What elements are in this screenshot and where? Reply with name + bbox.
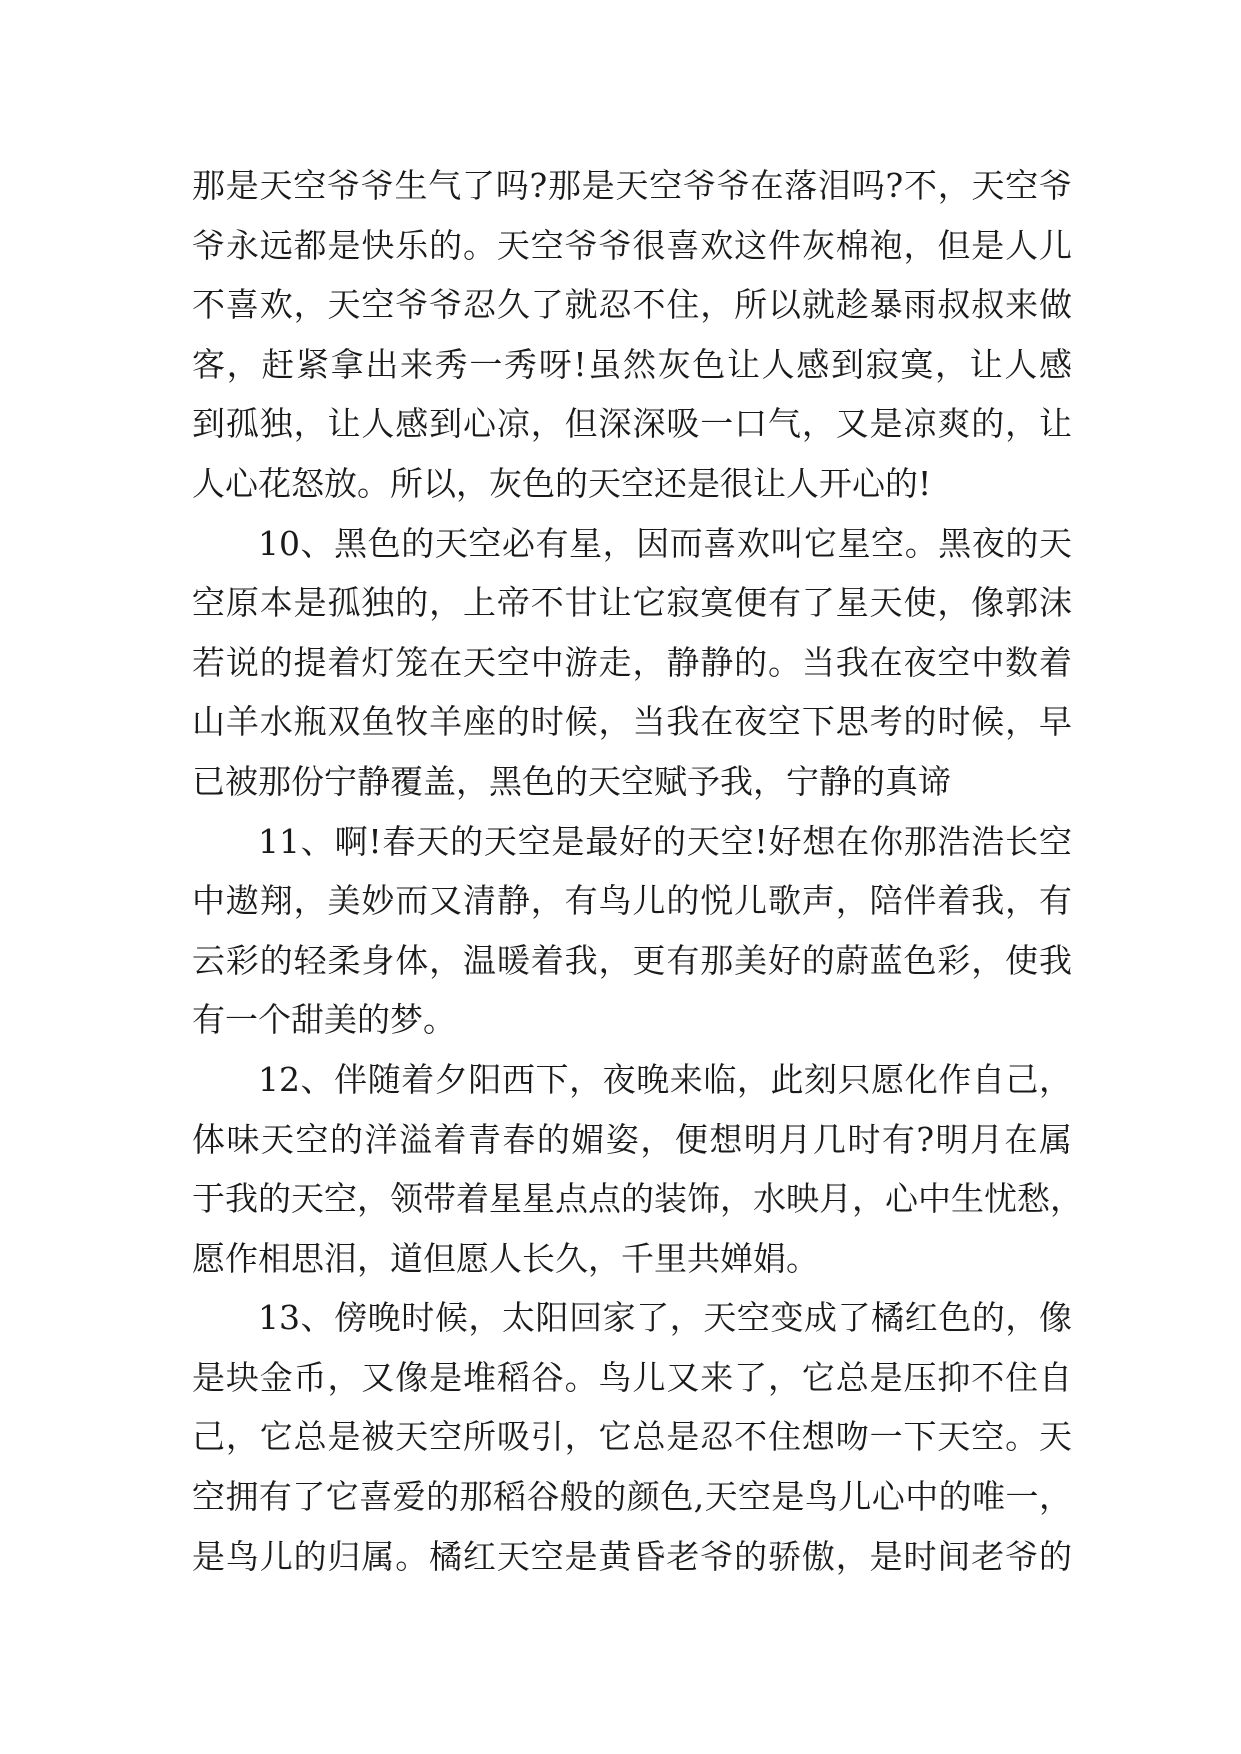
text-line: 爷永远都是快乐的。天空爷爷很喜欢这件灰棉袍，但是人儿 — [192, 225, 1072, 265]
text-line: 是鸟儿的归属。橘红天空是黄昏老爷的骄傲，是时间老爷的 — [192, 1536, 1072, 1576]
paragraph-10-first-line: 10、黑色的天空必有星，因而喜欢叫它星空。黑夜的天 — [258, 523, 1072, 563]
paragraph-11-first-line: 11、啊!春天的天空是最好的天空!好想在你那浩浩长空 — [258, 821, 1072, 861]
text-line: 体味天空的洋溢着青春的媚姿，便想明月几时有?明月在属 — [192, 1119, 1072, 1159]
text-line: 空原本是孤独的，上帝不甘让它寂寞便有了星天使，像郭沫 — [192, 583, 1072, 623]
text-line: 有一个甜美的梦。 — [192, 1000, 456, 1040]
text-line: 若说的提着灯笼在天空中游走，静静的。当我在夜空中数着 — [192, 642, 1072, 682]
text-line: 客，赶紧拿出来秀一秀呀!虽然灰色让人感到寂寞，让人感 — [192, 344, 1072, 384]
text-line: 云彩的轻柔身体，温暖着我，更有那美好的蔚蓝色彩，使我 — [192, 940, 1072, 980]
text-line: 不喜欢，天空爷爷忍久了就忍不住，所以就趁暴雨叔叔来做 — [192, 285, 1072, 325]
text-line: 山羊水瓶双鱼牧羊座的时候，当我在夜空下思考的时候，早 — [192, 702, 1072, 742]
body-text — [192, 156, 1083, 1586]
text-line: 人心花怒放。所以，灰色的天空还是很让人开心的! — [192, 463, 932, 503]
text-line: 中遨翔，美妙而又清静，有鸟儿的悦儿歌声，陪伴着我，有 — [192, 881, 1072, 921]
text-line: 空拥有了它喜爱的那稻谷般的颜色,天空是鸟儿心中的唯一， — [192, 1477, 1072, 1517]
text-line: 是块金币，又像是堆稻谷。鸟儿又来了，它总是压抑不住自 — [192, 1357, 1072, 1397]
text-line: 已被那份宁静覆盖，黑色的天空赋予我，宁静的真谛 — [192, 761, 951, 801]
text-line: 到孤独，让人感到心凉，但深深吸一口气，又是凉爽的，让 — [192, 404, 1072, 444]
text-line: 那是天空爷爷生气了吗?那是天空爷爷在落泪吗?不，天空爷 — [192, 166, 1072, 205]
paragraph-13-first-line: 13、傍晚时候，太阳回家了，天空变成了橘红色的，像 — [258, 1298, 1072, 1338]
text-line: 己，它总是被天空所吸引，它总是忍不住想吻一下天空。天 — [192, 1417, 1072, 1457]
text-line: 愿作相思泪，道但愿人长久，千里共婵娟。 — [192, 1238, 819, 1278]
text-line: 于我的天空，领带着星星点点的装饰，水映月，心中生忧愁， — [192, 1179, 1083, 1219]
paragraph-12-first-line: 12、伴随着夕阳西下，夜晚来临，此刻只愿化作自己， — [258, 1059, 1072, 1099]
